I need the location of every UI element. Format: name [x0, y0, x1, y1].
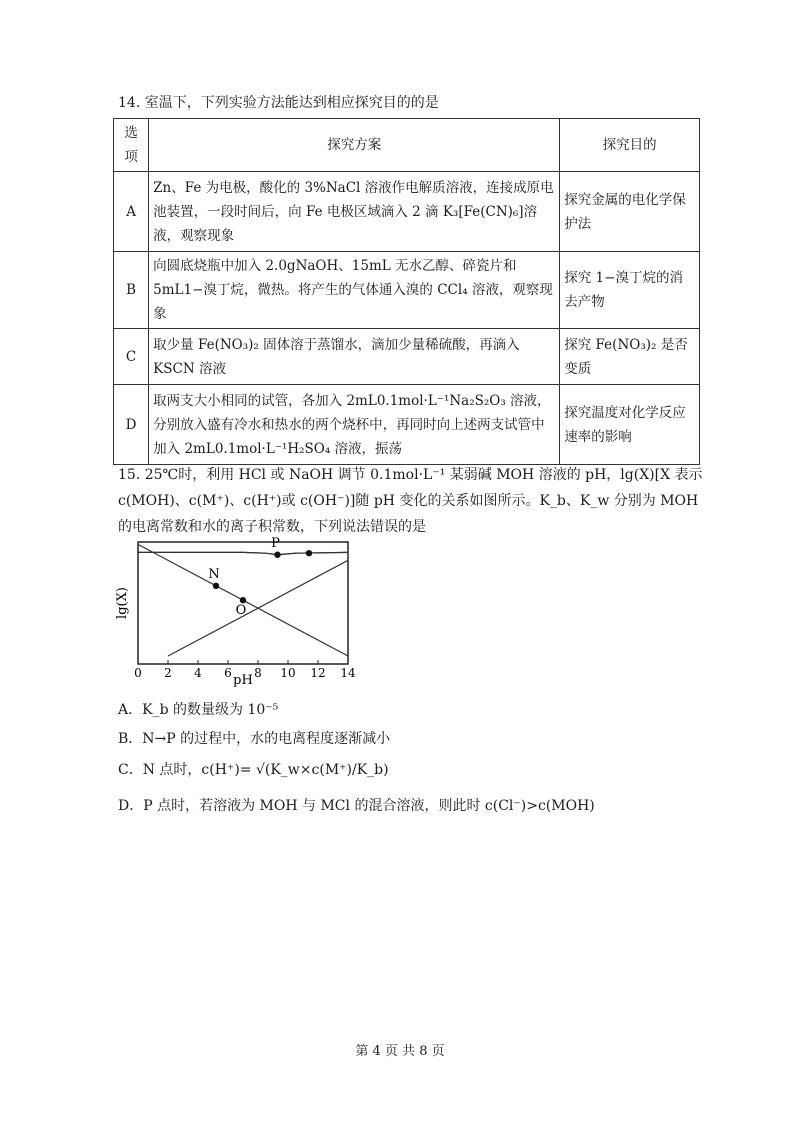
table-row	[114, 385, 700, 465]
page-footer: 第 4 页 共 8 页	[355, 1044, 445, 1059]
x-axis-label: pH	[233, 673, 253, 688]
header-plan: 探究方案	[149, 119, 560, 172]
y-axis-label: lg(X)	[115, 587, 130, 619]
x-tick-label: 0	[134, 666, 142, 680]
table-row	[114, 329, 700, 385]
x-tick-label: 8	[254, 666, 262, 680]
x-tick-label: 14	[340, 666, 356, 680]
x-tick-label: 12	[310, 666, 326, 680]
point-intersection	[306, 550, 312, 556]
option-b: B．N→P 的过程中，水的电离程度逐渐减小	[118, 731, 391, 747]
header-goal: 探究目的	[560, 119, 700, 172]
lgx-ph-chart	[115, 535, 358, 692]
question-14-stem: 14. 室温下，下列实验方法能达到相应探究目的的是	[118, 95, 439, 111]
row-option: B	[114, 252, 149, 329]
x-tick-label: 6	[224, 666, 232, 680]
row-goal: 探究 Fe(NO₃)₂ 是否变质	[560, 329, 700, 385]
point-layer	[208, 536, 312, 618]
series-line-3	[138, 552, 348, 554]
row-plan: 取少量 Fe(NO₃)₂ 固体溶于蒸馏水，滴加少量稀硫酸，再滴入 KSCN 溶液	[149, 329, 560, 385]
x-tick-label: 4	[194, 666, 202, 680]
row-goal: 探究金属的电化学保护法	[560, 172, 700, 252]
experiment-table	[113, 118, 700, 465]
x-tick-label: 10	[280, 666, 296, 680]
row-goal: 探究温度对化学反应速率的影响	[560, 385, 700, 465]
option-a: A．K_b 的数量级为 10⁻⁵	[118, 702, 279, 718]
header-option: 选项	[114, 119, 149, 172]
table-row	[114, 172, 700, 252]
point-label-p: P	[271, 535, 280, 551]
point-label-o: O	[235, 603, 247, 619]
question-15-stem: 15. 25℃时，利用 HCl 或 NaOH 调节 0.1mol·L⁻¹ 某弱碱 MOH 溶液的 pH，lg(X)[X 表示 c(MOH)、c(M⁺)、c(H⁺)或 c(OH⁻)]随 pH 变化的关系如图所示。K_b、K_w 分别为 MOH 的电离常数和水的离子积常数，下列说法错误的是	[118, 467, 703, 535]
row-option: D	[114, 385, 149, 465]
x-tick-label: 2	[164, 666, 172, 680]
row-goal: 探究 1−溴丁烷的消去产物	[560, 252, 700, 329]
row-option: C	[114, 329, 149, 385]
row-option: A	[114, 172, 149, 252]
point-n	[213, 583, 219, 589]
point-p	[274, 552, 280, 558]
table-header-row	[114, 119, 700, 172]
table-row	[114, 252, 700, 329]
row-plan: 取两支大小相同的试管，各加入 2mL0.1mol·L⁻¹Na₂S₂O₃ 溶液，分别放入盛有冷水和热水的两个烧杯中，再同时向上述两支试管中加入 2mL0.1mol·L⁻¹H₂SO₄ 溶液，振荡	[149, 385, 560, 465]
row-plan: 向圆底烧瓶中加入 2.0gNaOH、15mL 无水乙醇、碎瓷片和 5mL1−溴丁烷，微热。将产生的气体通入溴的 CCl₄ 溶液，观察现象	[149, 252, 560, 329]
row-plan: Zn、Fe 为电极，酸化的 3%NaCl 溶液作电解质溶液，连接成原电池装置，一段时间后，向 Fe 电极区域滴入 2 滴 K₃[Fe(CN)₆]溶液，观察现象	[149, 172, 560, 252]
option-c: C．N 点时，c(H⁺)= √(K_w×c(M⁺)/K_b)	[118, 762, 389, 778]
option-d: D．P 点时，若溶液为 MOH 与 MCl 的混合溶液，则此时 c(Cl⁻)>c(MOH)	[118, 798, 595, 814]
chart-svg	[115, 535, 358, 688]
point-label-n: N	[208, 566, 220, 582]
